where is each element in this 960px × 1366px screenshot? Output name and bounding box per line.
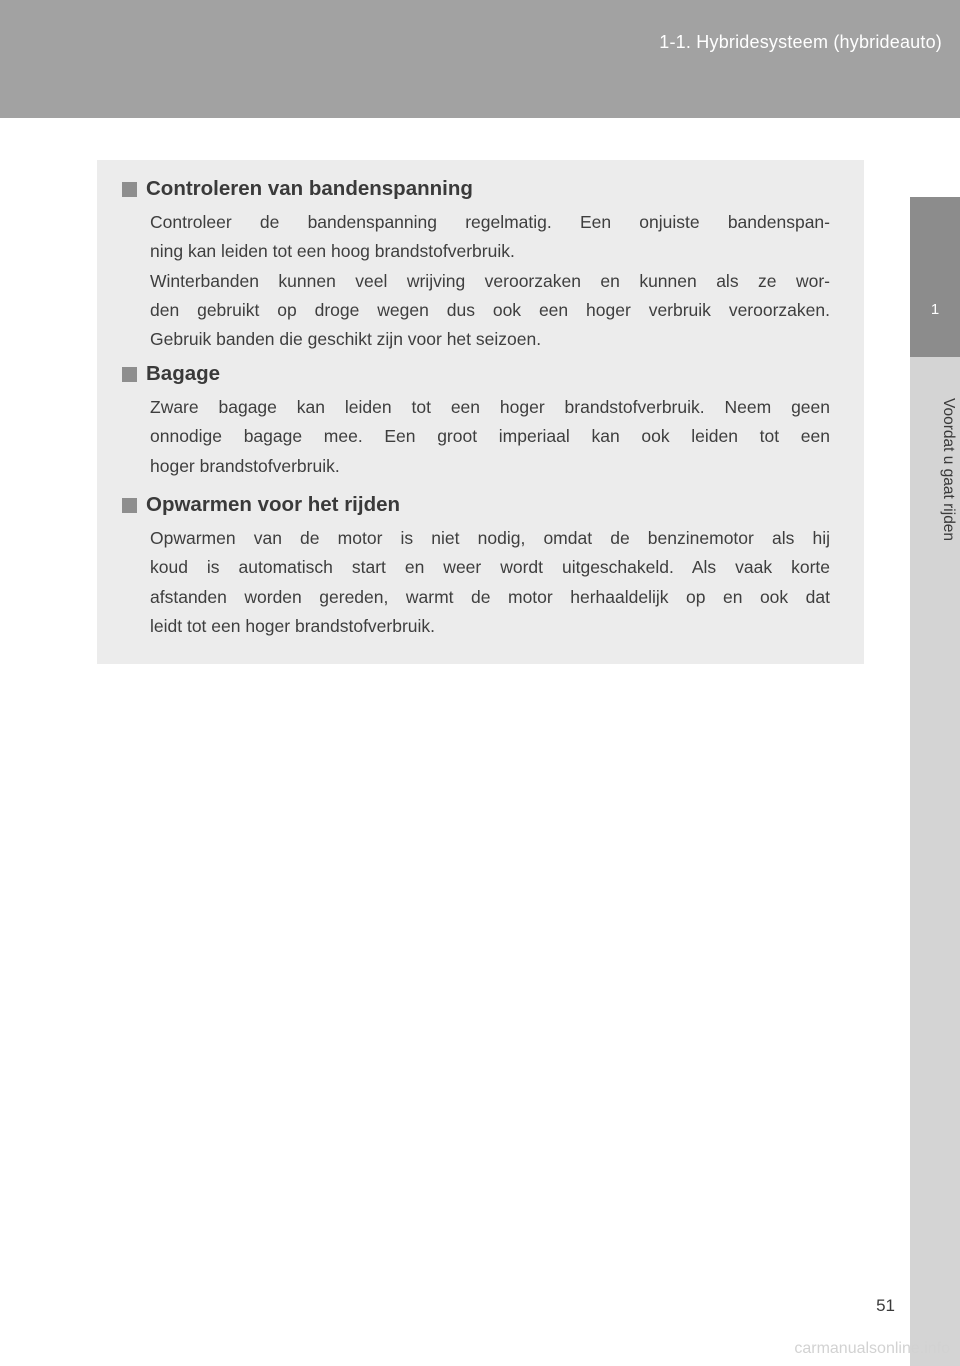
- section-luggage: [122, 359, 842, 481]
- text-line: leidt tot een hoger brandstofverbruik.: [150, 615, 436, 636]
- text-line: Controleer de bandenspanning regelmatig. Een onjuiste bandenspan-: [150, 212, 830, 232]
- text-line: Gebruik banden die geschikt zijn voor het seizoen.: [150, 329, 542, 350]
- header-band: [0, 0, 960, 118]
- square-bullet-icon: [122, 182, 137, 197]
- section-heading: [122, 174, 842, 204]
- text-line: Winterbanden kunnen veel wrijving veroorzaken en kunnen als ze wor-: [150, 270, 830, 291]
- watermark: carmanualsonline.info: [794, 1340, 950, 1357]
- text-line: hoger brandstofverbruik.: [150, 455, 340, 476]
- text-line: koud is automatisch start en weer wordt uitgeschakeld. Als vaak korte: [150, 557, 830, 578]
- square-bullet-icon: [122, 367, 137, 382]
- section-heading: [122, 359, 842, 389]
- chapter-label: Voordat u gaat rijden: [940, 398, 957, 542]
- text-line: Opwarmen van de motor is niet nodig, omdat de benzinemotor als hij: [150, 528, 830, 548]
- text-line: onnodige bagage mee. Een groot imperiaal kan ook leiden tot een: [150, 426, 830, 447]
- text-line: afstanden worden gereden, warmt de motor herhaaldelijk op en ook dat: [150, 586, 830, 607]
- section-heading: [122, 490, 842, 520]
- text-line: Zware bagage kan leiden tot een hoger brandstofverbruik. Neem geen: [150, 397, 830, 417]
- section-tire-pressure: [122, 174, 842, 354]
- section-warm-up: [122, 490, 842, 641]
- page-number: 51: [876, 1296, 895, 1315]
- text-line: ning kan leiden tot een hoog brandstofverbruik.: [150, 241, 515, 262]
- square-bullet-icon: [122, 498, 137, 513]
- paragraph: [150, 524, 830, 641]
- heading-text: Bagage: [146, 362, 221, 385]
- chapter-number: 1: [930, 301, 940, 318]
- heading-text: Controleren van bandenspanning: [146, 177, 473, 200]
- section-title: 1-1. Hybridesysteem (hybrideauto): [659, 32, 942, 52]
- text-line: den gebruikt op droge wegen dus ook een hoger verbruik veroorzaken.: [150, 299, 830, 320]
- chapter-tab: [910, 197, 960, 357]
- info-box: [97, 160, 864, 664]
- paragraph: [150, 393, 830, 481]
- paragraph: [150, 208, 830, 354]
- heading-text: Opwarmen voor het rijden: [146, 493, 401, 516]
